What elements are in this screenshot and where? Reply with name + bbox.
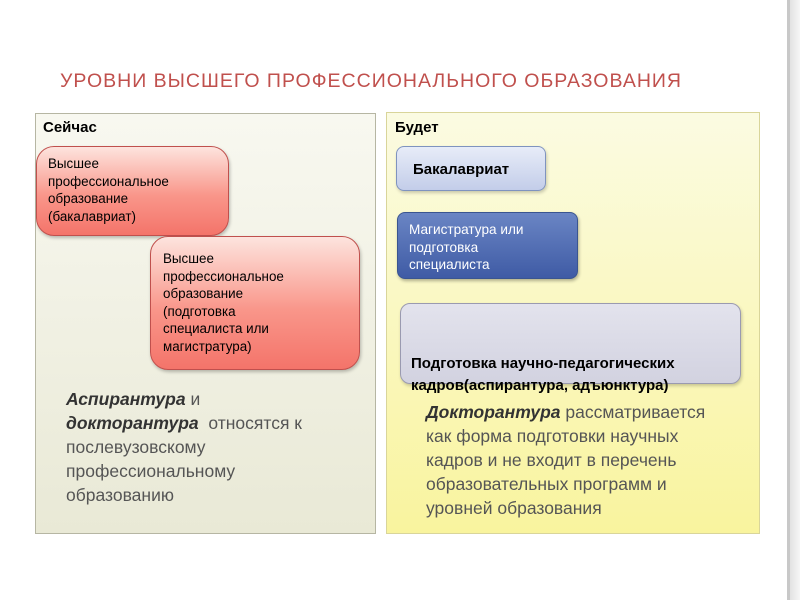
box-higher-education-specialist	[150, 236, 360, 370]
box-line: Магистратура или	[409, 222, 524, 237]
note-line: профессиональному	[66, 461, 236, 481]
box-higher-education-bachelor	[36, 146, 229, 236]
note-line: кадров и не входит в перечень	[426, 450, 677, 470]
note-doctoral	[426, 400, 756, 520]
note-line	[66, 411, 366, 435]
box-line: Высшее	[163, 251, 214, 266]
box-line: кадров(аспирантура, адъюнктура)	[411, 377, 669, 394]
box-line: Подготовка научно-педагогических	[411, 355, 675, 372]
note-emphasis: Докторантура	[426, 402, 561, 422]
panel-future-heading: Будет	[395, 119, 439, 136]
box-line: (бакалавриат)	[48, 208, 136, 224]
box-line: профессиональное	[48, 173, 169, 189]
panel-current-heading: Сейчас	[43, 119, 97, 136]
note-emphasis: Аспирантура	[66, 389, 186, 409]
note-line	[426, 400, 756, 424]
note-text: рассматривается	[560, 402, 706, 422]
note-line: как форма подготовки научных	[426, 426, 679, 446]
box-line: (подготовка	[163, 303, 236, 319]
box-line: магистратура)	[163, 338, 252, 354]
note-postgraduate	[66, 387, 366, 507]
note-text: относятся к	[198, 413, 302, 433]
scientific-training-label	[411, 353, 751, 397]
slide-title: УРОВНИ ВЫСШЕГО ПРОФЕССИОНАЛЬНОГО ОБРАЗОВАНИЯ	[60, 70, 683, 92]
box-line: образование	[163, 286, 244, 301]
box-bachelor: Бакалавриат	[396, 146, 546, 191]
box-master-specialist	[397, 212, 578, 279]
box-line: специалиста или	[163, 321, 269, 336]
note-line: образовательных программ и	[426, 474, 667, 494]
box-line: подготовка	[409, 239, 479, 255]
note-line: образованию	[66, 485, 174, 505]
box-line: специалиста	[409, 257, 490, 272]
right-edge-accent	[787, 0, 800, 600]
box-line: профессиональное	[163, 268, 284, 284]
note-text: и	[185, 389, 201, 409]
note-line: уровней образования	[426, 498, 602, 518]
note-line	[66, 387, 366, 411]
note-line: послевузовскому	[66, 437, 206, 457]
box-line: образование	[48, 191, 129, 206]
note-emphasis: докторантура	[66, 413, 199, 433]
box-line: Высшее	[48, 156, 99, 171]
